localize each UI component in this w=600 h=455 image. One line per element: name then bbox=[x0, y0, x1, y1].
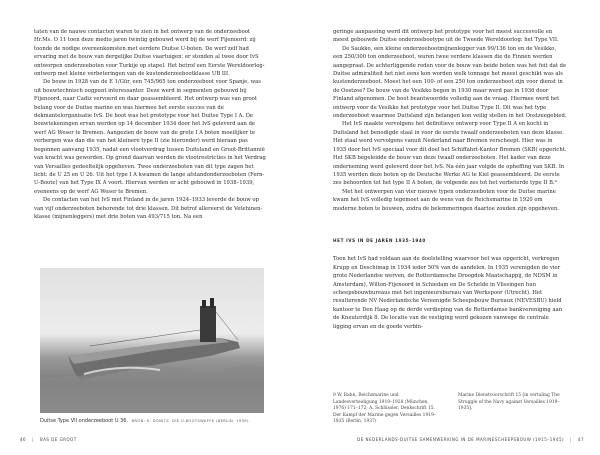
photo-caption bbox=[40, 418, 270, 424]
caption-text: Duitse Type VII onderzeeboot U 36. bbox=[40, 418, 129, 424]
paragraph: De Saukko, een kleine onderzeebootmijnenlegger van 99/136 ton en de Vesikko, een 250/300 ton onderzeeboot, waren twee verdere klassen die de Finnen werden aangepraat. De achterliggende reden voor de bouw van beide boten was het feit dat de Duitse admiraliteit het niet eens kon worden welk tonnage het meest geschikt was als kustonderzeeboot. Moest het een 100- of een 250 ton onderzeeboot zijn voor dienst in de Oostzee? De bouw van de Vesikko begon in 1930 maar werd pas in 1936 door Finland afgenomen. De boot beantwoordde volledig aan de vraag. Hiermee werd het ontwerp voor de Vesikko het prototype voor het Duitse Type II. Dit was het type onderzeeboot waarmee Duitsland zijn belangen kon veilig stellen in het Oostzeegebied. bbox=[333, 45, 567, 120]
left-body-text bbox=[34, 28, 266, 221]
submarine-photo bbox=[40, 268, 264, 413]
right-page bbox=[300, 0, 600, 455]
footer-separator: | bbox=[570, 437, 572, 442]
page-number: 47 bbox=[577, 437, 584, 442]
section-heading: HET IVS IN DE JAREN 1935–1940 bbox=[333, 237, 426, 243]
right-footer bbox=[357, 437, 584, 442]
paragraph: De contacten van het IvS met Finland in de jaren 1924–1933 leverde de bouw op van vijf onderzeeboten behorende tot drie klassen. Dit betrof allereerst de Vetehinen-klasse (mijnenleggers) met drie boten van 493/715 ton. Na een bbox=[34, 197, 263, 220]
paragraph: Met het ontwerpen van vier nieuwe typen onderzeeboten voor de Duitse marine kwam het IvS volledig tegemoet aan de wens van de Reichsmarine in 1920 om moderne boten te bouwen, zodra de belemmeringen daartoe zouden zijn opgeheven. bbox=[333, 188, 560, 212]
page-number: 46 bbox=[20, 437, 27, 442]
footnotes bbox=[333, 393, 567, 426]
running-head: DE NEDERLANDS-DUITSE SAMENWERKING IN DE MARINESCHEEPSBOUW (1915–1945) bbox=[357, 437, 565, 442]
paragraph: taten van de nauwe contacten waren te zien in het ontwerp van de onderzeeboot Hr.Ms. O 11 toen deze medio jaren twintig gebouwd werd bij de werf Fijenoord: zij toonde de nodige overeenkomsten met eerdere Duitse U-boten. De werf zelf had ervaring met de bouw van dergelijke Duitse vaartuigen: er stonden al twee door IvS ontworpen onderzeeboten voor Turkije op stapel. Het betrof een Eerste Wereldoorlog-ontwerp met kleine verbeteringen van de kustonderzeebootklasse UB III. bbox=[34, 29, 265, 78]
paragraph: Toen het IvS had voldaan aan de doelstelling waarvoor het was opgericht, verkregen Krupp en Deschimag in 1934 ieder 50% van de aandelen. In 1935 verenigden de vier grote Nederlandse werven, de Rotterdamsche Droogdok Maatschappij, de NDSM in Amsterdam), Wilton-Fijenoord in Schiedam en De Schelde in Vlissingen hun scheepsbouwbureaus met het ingenieursbureau van Werkspoor (Utrecht). Het resulterende NV Nederlandsche Vereenigde Scheepsbouw Bureaux (NEVESBU) hield kantoor te Den Haag op de derde verdieping van de Rotterdamse bankvereniging aan de Kneuterdijk 8. De locatie van de vestiging werd gekozen vanwege de centrale ligging ervan en de goede verbin- bbox=[333, 256, 563, 330]
left-footer bbox=[20, 437, 77, 442]
right-body-text bbox=[333, 28, 567, 331]
paragraph: De bouw in 1928 van de E 1/Gür, een 745/965 ton onderzeeboot voor Spanje, was uit bouwtechnisch oogpunt interessanter. Deze werd in segmenten gebouwd bij Fijenoord, naar Cadiz vervoerd en daar geassembleerd. Het ontwerp was van groot belang voor de Duitse marine en was hiermee het eerste succes van de dekmantelorganisatie IvS. De boot was het prototype voor het Duitse Type I A. De bouwtekeningen ervan werden op 14 december 1934 door het IvS geleverd aan de werf AG Weser te Bremen. Aangezien de bouw van de grote I A boten moeilijker te verbergen was dan die van het kleinere type II (zie hieronder) werd hieraan pas begonnen aanvang 1935, nadat een vlootverdrag tussen Duitsland en Groot-Brittannië van kracht was geworden. Op grond daarvan werden de vlootrestricties in het Verdrag van Versailles gedeeltelijk opgeheven. Twee onderzeeboten van dit type zagen het licht: de U 25 en U 26. Uit het type I A kwamen de lange afstandonderzeeboten (Fern-U-Boote) van het Type IX A voort. Hiervan werden er acht gebouwd in 1938–1939, eveneens op de werf AG Weser te Bremen. bbox=[34, 79, 266, 195]
running-head: BAS DE GROOT bbox=[39, 437, 77, 442]
submarine-illustration bbox=[40, 268, 264, 413]
footer-separator: | bbox=[32, 437, 34, 442]
caption-source: BRON: K. DÖNITZ, DIE U-BOOTSWAFFE (BERLIN, 1939). bbox=[131, 419, 251, 423]
footnote-left: 9 W. Rahn, Reichsmarine und Landesverteidigung 1919–1928 (München, 1976) 171–172; A. Schlüssler, Denkschrift 15. Der Kampf der Marine gegen Versailles 1919–1935 (Berlin, 1937) bbox=[333, 393, 437, 425]
footnote-right: Marine Dienstvoorschrift 15 [in vertaling The Struggle of the Navy against Versailles 1919–1935]. bbox=[458, 393, 560, 412]
paragraph: geringe aanpassing werd dit ontwerp het prototype voor het meest succesvolle en meest gebouwde Duitse onderzeebootype uit de Tweede Wereldoorlog: het Type VII. bbox=[333, 29, 559, 44]
paragraph: Het IvS maakte vervolgens het definitieve ontwerp voor Type II A en kocht in Duitsland het benodigde staal in voor de eerste twaalf onderzeeboten van deze klasse. Het staal werd vervolgens vanuit Nederland naar Bremen verscheept. Hier was in 1935 door het IvS speciaal voor dit doel het Schiffahrt-Kantor Bremen (SKB) opgericht. Het SKB begeleidde de bouw van deze twaalf onderzeeboten. Het kader van deze onderneming werd geleverd door het IvS. Na één jaar volgde de opheffing van SKB. In 1935 werden deze boten op de Deutsche Werke AG te Kiel geassembleerd. De eerste zes behoorden tot het type II A boten, de volgende zes tot het verbeterde type II B.⁹ bbox=[333, 121, 567, 187]
